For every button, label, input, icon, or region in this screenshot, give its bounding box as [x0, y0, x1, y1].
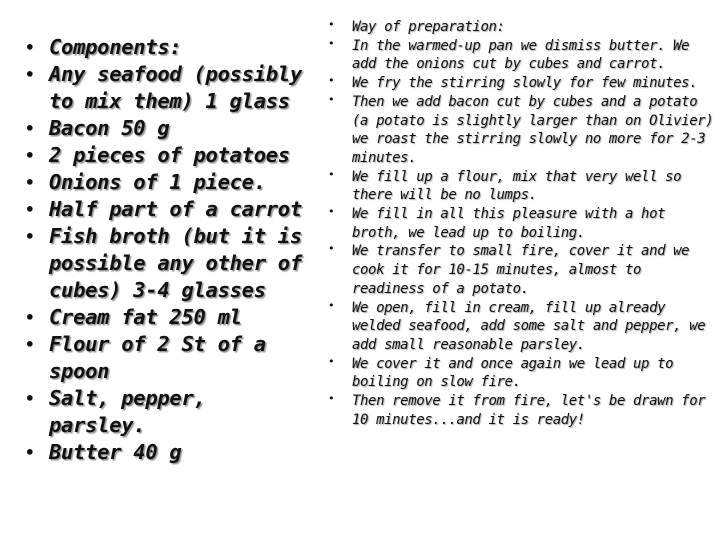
preparation-step: • Then we add bacon cut by cubes and a potato (a potato is slightly larger than on Olivier) we roast the stirring slowly no more for 2-3 minutes. — [322, 93, 714, 168]
ingredient-item: • Salt, pepper, parsley. — [0, 385, 310, 439]
ingredient-item: • Cream fat 250 ml — [0, 304, 310, 331]
preparation-step: • We fill up a flour, mix that very well so there will be no lumps. — [322, 168, 714, 205]
ingredient-item: • Fish broth (but it is possible any other of cubes) 3-4 glasses — [0, 223, 310, 304]
ingredient-item: • Half part of a carrot — [0, 196, 310, 223]
preparation-step: • In the warmed-up pan we dismiss butter. We add the onions cut by cubes and carrot. — [322, 37, 714, 74]
preparation-step: • We transfer to small fire, cover it and we cook it for 10-15 minutes, almost to readiness of a potato. — [322, 242, 714, 298]
ingredient-item: • Bacon 50 g — [0, 115, 310, 142]
ingredients-heading: • Components: — [0, 34, 310, 61]
preparation-step: • We fry the stirring slowly for few minutes. — [322, 74, 714, 93]
ingredients-list — [0, 34, 310, 466]
ingredient-item: • Onions of 1 piece. — [0, 169, 310, 196]
ingredient-item: • Any seafood (possibly to mix them) 1 glass — [0, 61, 310, 115]
preparation-step: • We open, fill in cream, fill up already welded seafood, add some salt and pepper, we add small reasonable parsley. — [322, 299, 714, 355]
ingredient-item: • Butter 40 g — [0, 439, 310, 466]
ingredient-item: • 2 pieces of potatoes — [0, 142, 310, 169]
preparation-step: • We fill in all this pleasure with a hot broth, we lead up to boiling. — [322, 205, 714, 242]
preparation-list — [322, 18, 714, 429]
preparation-step: • Then remove it from fire, let's be drawn for 10 minutes...and it is ready! — [322, 392, 714, 429]
preparation-step: • We cover it and once again we lead up to boiling on slow fire. — [322, 355, 714, 392]
preparation-heading: • Way of preparation: — [322, 18, 714, 37]
ingredient-item: • Flour of 2 St of a spoon — [0, 331, 310, 385]
